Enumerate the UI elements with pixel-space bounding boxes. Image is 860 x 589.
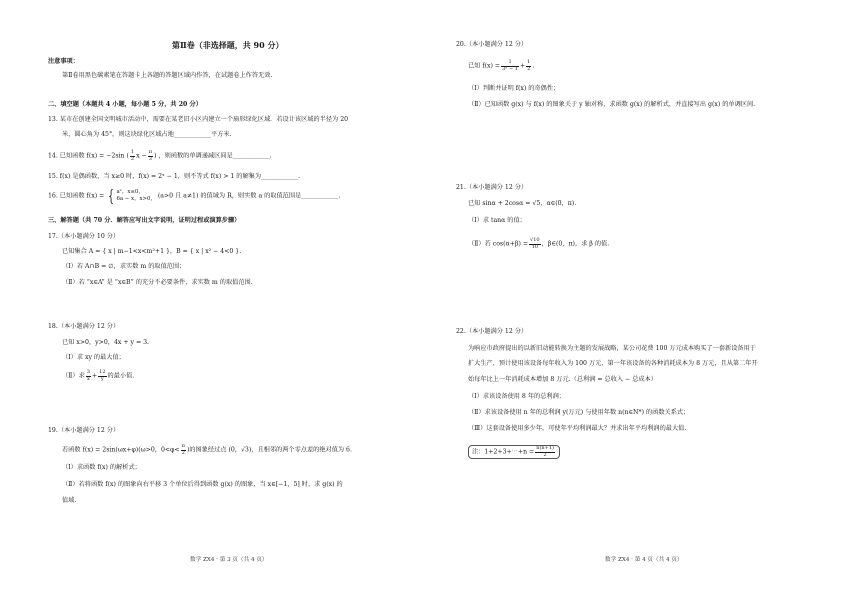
q14-post: ，则函数的单调递减区间是____________. [158, 152, 272, 160]
q22-line4: （Ⅰ）求该设备使用 8 年的总利润； [468, 393, 565, 400]
q18-line2: （Ⅰ）求 xy 的最大值； [62, 354, 125, 361]
footer-page-3: 数学 ZX4 · 第 3 页（共 4 页） [190, 557, 268, 563]
q19-line2: （Ⅰ）求函数 f(x) 的解析式； [62, 464, 141, 471]
q16-post: (a>0 且 a≠1) 的值域为 R，则实数 a 的取值范围是____________. [157, 192, 341, 200]
q18-line1: 已知 x>0，y>0，4x + y = 3. [62, 339, 150, 346]
q16-pre: 16. 已知函数 f(x) = [48, 192, 105, 200]
q22-head: 22.（本小题满分 12 分） [456, 328, 528, 335]
q18-line3: （Ⅱ）求 $\frac{3}{x}$ + $\frac{12}{y}$ 的最小值. [62, 369, 135, 382]
section-fill-blank: 二、填空题（本题共 4 小题，每小题 5 分，共 20 分） [48, 101, 202, 108]
notice-title: 注意事项： [48, 58, 79, 65]
q17-head: 17.（本小题满分 10 分） [48, 233, 120, 240]
q13-line1: 13. 某市在创建全国文明城市活动中，需要在某老旧小区内建立一个扇形绿化区域．若设计该区域的半径为 20 [48, 116, 349, 123]
q14-pre: 14. 已知函数 f(x) = −2sin [48, 152, 125, 160]
q22-line5: （Ⅱ）求该设备使用 n 年的总利润 y(万元) 与使用年数 n(n∈N*) 的函数关系式； [468, 409, 690, 416]
q19-line1: 若函数 f(x) = 2sin(ωx+φ)(ω>0，0<φ< $\frac{\pi}{2}$ )的图象经过点 (0，√3)，且相邻的两个零点差的绝对值为 6. [62, 443, 352, 456]
q22-note [468, 445, 560, 459]
q17-line1: 已知集合 A = { x | m−1<x<m²+1 }，B = { x | x² − 4<0 }. [62, 248, 242, 255]
q16: 16. 已知函数 f(x) = { aˣ，x≤0， 6a − x，x>0， (a>0 且 a≠1) 的值域为 R，则实数 a 的取值范围是____________. [48, 186, 341, 205]
notice-body: 第Ⅱ卷用黑色碳素笔在答题卡上各题的答题区域内作答，在试题卷上作答无效. [62, 72, 273, 79]
q20-line1: 已知 f(x) = $\frac{1}{\text{3ˣ − 1}}$ + $\frac{1}{2}$ . [468, 59, 535, 72]
q22-line1: 为响应市政府提出的以新旧动能转换为主题的发展战略，某公司花费 100 万元成本购买了一套新设备用于 [468, 345, 756, 352]
q22-note-box: 注：1+2+3+⋯+n = $\frac{n(n+1)}{2}$ [468, 445, 560, 459]
footer-page-4: 数学 ZX4 · 第 4 页（共 4 页） [605, 557, 683, 563]
q17-line3: （Ⅱ）若 “x∈A” 是 “x∈B” 的充分不必要条件，求实数 m 的取值范围. [62, 279, 253, 286]
section-header: 第Ⅱ卷（非选择题，共 90 分） [172, 40, 284, 50]
q22-line3: 始每年比上一年消耗成本增加 8 万元.（总利润 = 总收入 − 总成本） [468, 376, 657, 383]
q20-line2: （Ⅰ）判断并证明 f(x) 的奇偶性； [468, 85, 560, 92]
q21-line1: 已知 sinα + 2cosα = √5，α∈(0，π). [468, 200, 577, 207]
q21-line2: （Ⅰ）求 tanα 的值； [468, 217, 526, 224]
q16-cases: aˣ，x≤0， 6a − x，x>0， [116, 189, 156, 202]
q19-head: 19.（本小题满分 12 分） [48, 427, 120, 434]
q20-line3: （Ⅱ）已知函数 g(x) 与 f(x) 的图象关于 y 轴对称，求函数 g(x) 的解析式，并直接写出 g(x) 的单调区间. [468, 101, 756, 108]
q20-head: 20.（本小题满分 12 分） [456, 41, 528, 48]
q21-head: 21.（本小题满分 12 分） [456, 184, 528, 191]
q15: 15. f(x) 是偶函数，当 x≥0 时，f(x) = 2ˣ − 1，则不等式 f(x) > 1 的解集为____________. [48, 173, 301, 180]
q14-frac: $\frac{1}{2}$ [130, 149, 135, 162]
q19-line3: （Ⅱ）若将函数 f(x) 的图象向右平移 3 个单位后得到函数 g(x) 的图象，当 x∈[−1，5] 时，求 g(x) 的 [62, 481, 343, 488]
q21-line3: （Ⅱ）若 cos(α+β) = $\frac{√10}{10}$ ，β∈(0，π)，求 β 的值. [468, 237, 610, 250]
q13-line2: 米，圆心角为 45°，则这块绿化区域占地____________平方米. [62, 131, 232, 138]
q19-line4: 值域. [62, 497, 77, 504]
section-solutions: 三、解答题（共 70 分．解答应写出文字说明，证明过程或演算步骤） [48, 217, 241, 224]
q17-line2: （Ⅰ）若 A∩B = ∅，求实数 m 的取值范围； [62, 263, 186, 270]
q14-pi-frac: $\frac{\pi}{3}$ [148, 149, 153, 162]
q22-line6: （Ⅲ）这套设备使用多少年，可使年平均利润最大？并求出年平均利润的最大值. [468, 425, 687, 432]
page-4 [430, 0, 860, 589]
q22-line2: 扩大生产，预计使用该设备每年收入为 100 万元，第一年该设备的各种消耗成本为 8 万元，且从第二年开 [468, 360, 758, 367]
q14: 14. 已知函数 f(x) = −2sin ( $\frac{1}{2}$ x − $\frac{\pi}{3}$ ) ，则函数的单调递减区间是____________. [48, 149, 272, 162]
q18-head: 18.（本小题满分 12 分） [48, 323, 120, 330]
